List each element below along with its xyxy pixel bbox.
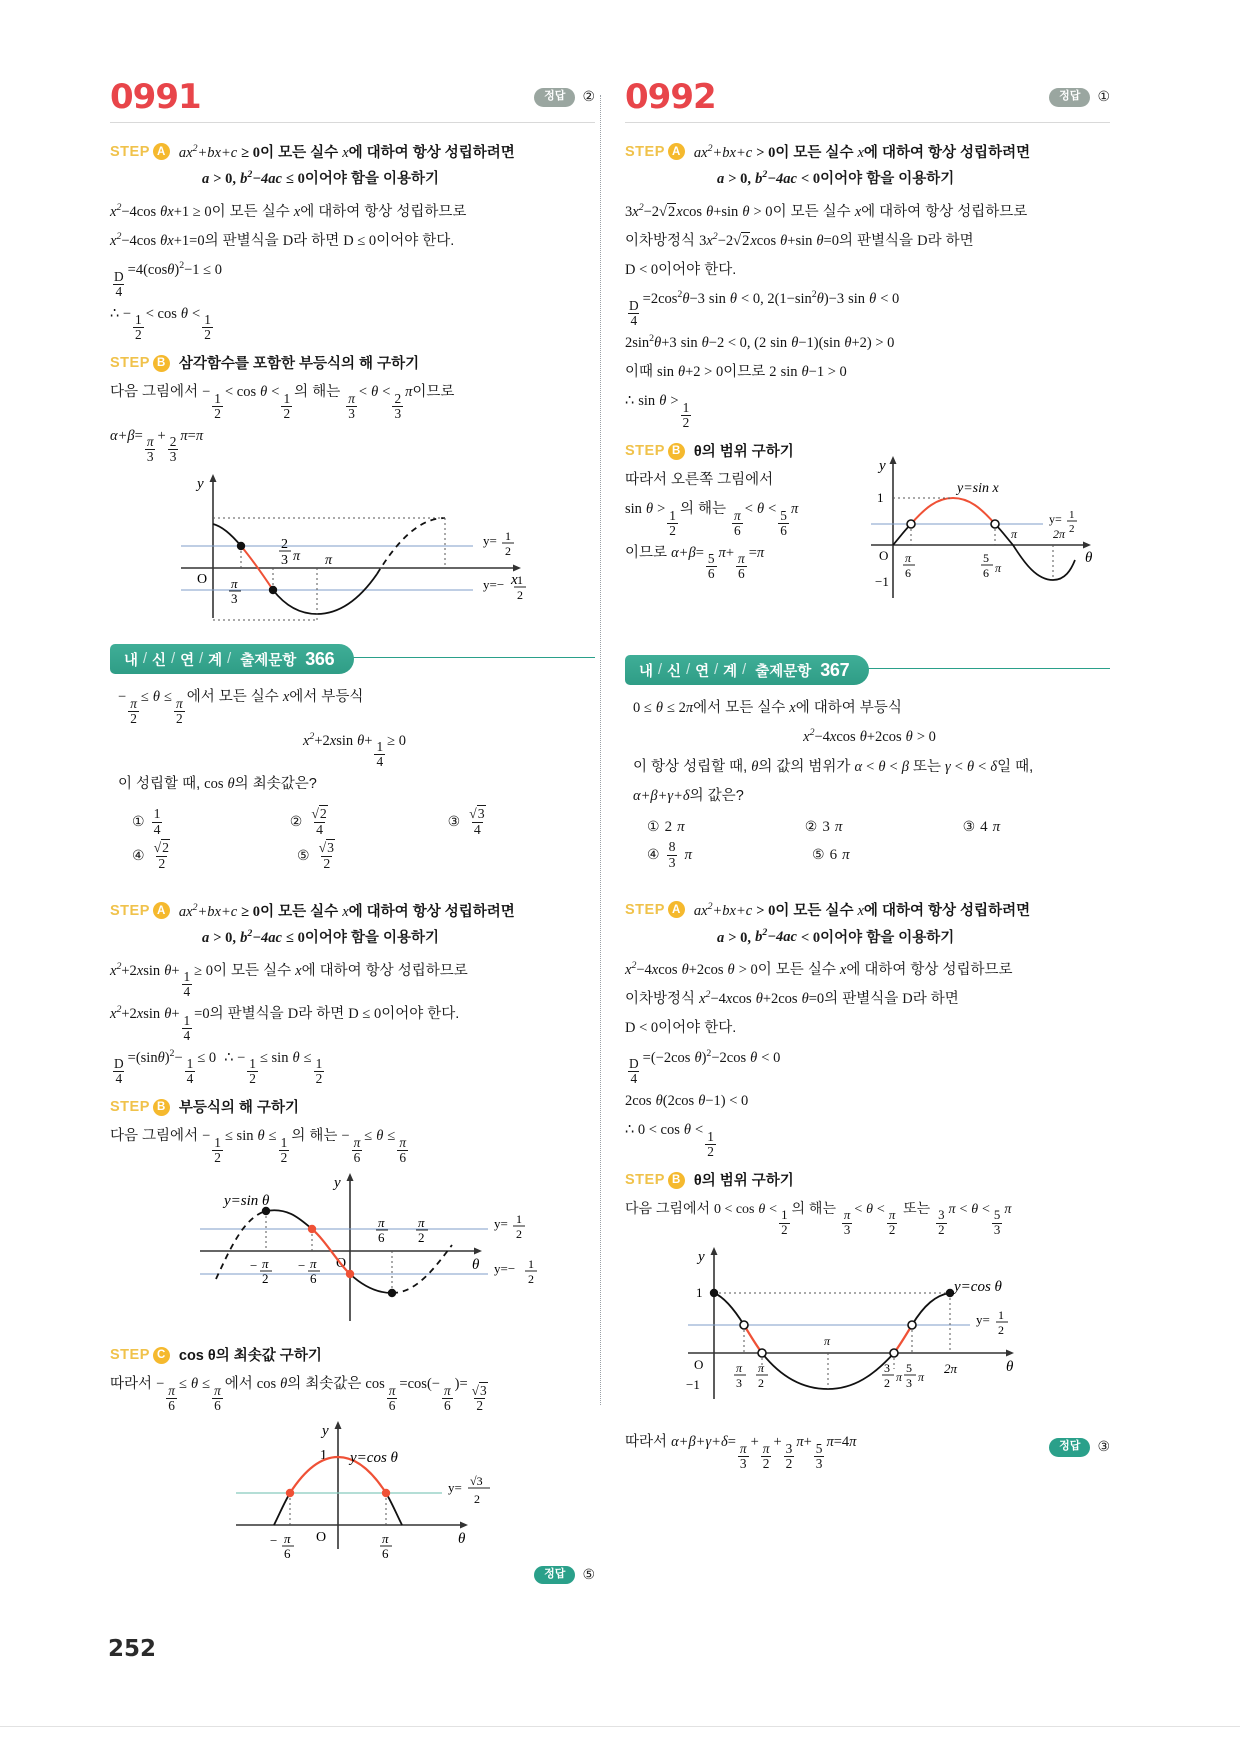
choice-3[interactable]: ③ 4 π [962, 819, 1001, 836]
right-column [625, 78, 1110, 1472]
step-tag: STEP A [625, 141, 685, 160]
step-tag: STEP B [110, 1097, 170, 1116]
choice-row-1 [647, 819, 1106, 836]
svg-text:y: y [697, 1249, 705, 1266]
step-a-text: $ax^2+bx+c \ge 0$이 모든 실수 x에 대하여 항상 성립하려면 [178, 143, 515, 161]
naeshin-tab: 내 / 신 / 연 / 계 / 출제문항 367 [625, 655, 869, 685]
answer-label: 정답 [534, 1566, 575, 1585]
svg-text:1: 1 [515, 1211, 522, 1226]
svg-text:O: O [879, 548, 889, 564]
choice-3-num: ③ [962, 820, 976, 836]
line-0991-5: 다음 그림에서 − $\frac{1}{2}$ < cos θ < $\frac{1}{2}$ 의 해는 $\frac{\pi}{3}$ < θ < $\frac{2}{3}$ π이므로 [110, 384, 455, 421]
naeshin-tab: 내 / 신 / 연 / 계 / 출제문항 366 [110, 644, 354, 674]
step-a-subline-367: a > 0, $b^2-4ac < 0$이어야 함을 이용하기 [717, 927, 955, 946]
choice-1[interactable]: ① 2 π [647, 819, 685, 836]
svg-text:π: π [917, 1370, 924, 1385]
choice-row-2 [647, 840, 1106, 870]
step-badge-b: B [668, 443, 685, 460]
choices-367 [647, 819, 1106, 870]
svg-text:−1: −1 [685, 1377, 700, 1393]
step-a-subline-0992: a > 0, $b^2-4ac < 0$이어야 함을 이용하기 [717, 169, 955, 188]
naeshin-number: 367 [820, 659, 850, 680]
header-rule [110, 122, 595, 123]
tab-ch-4: 계 [208, 652, 223, 669]
line-367-6: ∴ 0 < cos θ < $\frac{1}{2}$ [625, 1122, 714, 1159]
choice-2-num: ② [289, 814, 303, 830]
line-0992-9: sin θ > $\frac{1}{2}$ 의 해는 $\frac{\pi}{6}$ < θ < $\frac{5}{6}$ π [625, 501, 799, 538]
answer-label: 정답 [1049, 1438, 1090, 1457]
q366-line-1: − $\frac{\pi}{2}$ ≤ θ ≤ $\frac{\pi}{2}$ 에서 모든 실수 x에서 부등식 [118, 689, 364, 726]
svg-text:π: π [292, 549, 300, 565]
svg-text:2: 2 [883, 1376, 890, 1391]
answer-value: ⑤ [582, 1567, 595, 1583]
step-a-366 [110, 900, 595, 923]
svg-text:3: 3 [883, 1361, 890, 1376]
step-a-subline-0991: a > 0, $b^2-4ac \le 0$이어야 함을 이용하기 [202, 169, 439, 188]
svg-text:π: π [757, 1361, 764, 1376]
bottom-rule [0, 1726, 1240, 1727]
problem-number: 0991 [110, 77, 201, 117]
curve-label-cos: y=cos θ [953, 1279, 1002, 1296]
svg-text:3: 3 [280, 553, 288, 569]
svg-text:θ: θ [1005, 1359, 1013, 1376]
svg-text:2: 2 [527, 1271, 534, 1286]
step-badge-a: A [668, 143, 685, 160]
choice-5[interactable]: ⑤ $\frac{√3}{2}$ [297, 840, 335, 871]
svg-text:1: 1 [1069, 509, 1075, 522]
svg-text:π: π [309, 1255, 317, 1271]
svg-text:−1: −1 [875, 574, 889, 590]
naeshin-box-367 [625, 655, 1110, 1471]
naeshin-number: 366 [305, 648, 335, 669]
svg-text:5: 5 [905, 1361, 912, 1376]
svg-text:−: − [269, 1532, 277, 1548]
svg-text:π: π [735, 1361, 742, 1376]
step-tag: STEP C [110, 1345, 170, 1364]
svg-text:−: − [297, 1257, 305, 1273]
choice-1-num: ① [132, 814, 145, 830]
answer-label: 정답 [534, 88, 575, 107]
line-366-4: 다음 그림에서 − $\frac{1}{2}$ ≤ sin θ ≤ $\frac{1}{2}$ 의 해는 − $\frac{\pi}{6}$ ≤ θ ≤ $\frac{\pi}{6}$ [110, 1128, 407, 1165]
svg-text:O: O [335, 1255, 346, 1271]
naeshin-question-367 [625, 685, 1110, 870]
answer-367 [1049, 1438, 1110, 1457]
svg-text:2: 2 [997, 1323, 1004, 1338]
tab-ch-2: 신 [152, 652, 167, 669]
svg-text:y=−: y=− [493, 1260, 515, 1276]
svg-text:5: 5 [983, 551, 989, 566]
q366-line-3: 이 성립할 때, cos θ의 최솟값은? [118, 775, 317, 792]
naeshin-box-366 [110, 644, 595, 1584]
curve-label-sin: y=sin x [957, 481, 999, 497]
line-366-1: $x^2+2xsin$ θ+ $\frac{1}{4}$ ≥ 0이 모든 실수 x에 대하여 항상 성립하므로 [110, 960, 468, 1000]
line-366-5: 따라서 − $\frac{\pi}{6}$ ≤ θ ≤ $\frac{\pi}{6}$ 에서 cos θ의 최솟값은 cos $\frac{\pi}{6}$ =cos(− $\frac{\pi}{6}$ )= $\frac{√3}{2}$ [110, 1376, 487, 1413]
choice-2[interactable]: ② $\frac{√2}{4}$ [289, 806, 327, 837]
tab-ch-4: 계 [723, 663, 738, 680]
naeshin-bar [625, 655, 1110, 685]
choice-3[interactable]: ③ $\frac{√3}{4}$ [447, 806, 485, 837]
choice-3-num: ③ [447, 814, 461, 830]
choice-1-num: ① [647, 820, 660, 836]
line-367-5: 2cos θ(2cos θ−1) < 0 [625, 1093, 749, 1110]
q367-line-3: 이 항상 성립할 때, θ의 값의 범위가 α < θ < β 또는 γ < θ < δ일 때, [633, 758, 1034, 775]
step-tag: STEP B [625, 1170, 685, 1189]
problem-header-0992 [625, 78, 1110, 130]
answer-label: 정답 [1049, 88, 1090, 107]
page-number: 252 [108, 1636, 157, 1662]
svg-text:6: 6 [283, 1545, 290, 1561]
svg-text:6: 6 [381, 1545, 388, 1561]
svg-text:y=: y= [1049, 512, 1062, 527]
svg-text:y: y [333, 1174, 341, 1191]
svg-text:π: π [895, 1370, 902, 1385]
step-badge-a: A [153, 902, 170, 919]
step-a-text: $ax^2+bx+c \ge 0$이 모든 실수 x에 대하여 항상 성립하려면 [178, 902, 515, 920]
graph-0991-cos [153, 468, 553, 628]
svg-text:π: π [261, 1255, 269, 1271]
svg-text:π: π [417, 1214, 425, 1230]
line-0992-3: D < 0이어야 한다. [625, 262, 737, 279]
hline-label-pos: y= [482, 533, 497, 549]
step-a-0991 [110, 141, 595, 164]
step-tag: STEP B [110, 353, 170, 372]
svg-text:y: y [879, 458, 886, 475]
step-badge-b: B [668, 1172, 685, 1189]
tab-ch-3: 연 [695, 663, 710, 680]
line-0991-6: α+β= $\frac{\pi}{3}$ + $\frac{2}{3}$ π=π [110, 427, 204, 465]
line-367-3: D < 0이어야 한다. [625, 1020, 737, 1037]
svg-text:2: 2 [757, 1376, 764, 1391]
step-tag: STEP A [110, 900, 170, 919]
q366-line-2: $x^2+2xsin$ θ+ $\frac{1}{4}$ ≥ 0 [302, 730, 406, 769]
svg-text:1: 1 [516, 573, 523, 588]
step-c-title: cos θ의 최솟값 구하기 [178, 1347, 322, 1364]
step-a-text: $ax^2+bx+c > 0$이 모든 실수 x에 대하여 항상 성립하려면 [693, 143, 1031, 161]
line-0992-7: ∴ sin θ > $\frac{1}{2}$ [625, 393, 690, 430]
svg-text:π: π [1011, 527, 1018, 542]
svg-text:π: π [995, 561, 1002, 576]
svg-text:2: 2 [1069, 523, 1075, 536]
choice-row-2 [132, 841, 591, 871]
choice-row-1 [132, 807, 591, 837]
choice-4[interactable]: ④ $\frac{8}{3}$ π [647, 839, 692, 870]
svg-text:1: 1 [877, 490, 884, 506]
line-367-4: $\frac{D}{4}$ =(−2cos θ)$^2$−2cos θ < 0 [629, 1047, 781, 1087]
x-axis-label: x [510, 572, 518, 589]
header-rule [625, 122, 1110, 123]
svg-text:6: 6 [905, 566, 911, 581]
tab-sub: 출제문항 [755, 663, 812, 680]
q367-line-4: α+β+γ+δ의 값은? [633, 788, 744, 805]
svg-text:3: 3 [230, 591, 237, 607]
line-0991-4: ∴ − $\frac{1}{2}$ < cos θ < $\frac{1}{2}$ [110, 305, 211, 342]
line-366-3: $\frac{D}{4}$ $=(\sin\theta)^2-$ $\frac{1}{4}$ ≤ 0 ∴ − $\frac{1}{2}$ ≤ sin θ ≤ $\frac{1}{2}$ [114, 1047, 323, 1086]
origin-label: O [196, 572, 207, 588]
svg-text:1: 1 [504, 529, 511, 544]
line-0991-2: $x^2-4\cos$ θx+1=0의 판별식을 D라 하면 D ≤ 0이어야 한다. [110, 231, 455, 249]
line-0992-1: $3x^2-2√2xcos$ θ+sin θ > 0이 모든 실수 x에 대하여 항상 성립하므로 [625, 201, 1028, 220]
svg-text:θ: θ [457, 1530, 465, 1547]
answer-badge [1049, 88, 1110, 107]
svg-text:O: O [315, 1529, 326, 1545]
svg-text:π: π [905, 551, 912, 566]
graph-0992-sin [853, 450, 1123, 610]
svg-text:2: 2 [280, 537, 288, 553]
curve-label-cos: y=cos θ [349, 1449, 398, 1466]
q367-line-2: $x^2-4xcos$ θ+2cos θ > 0 [803, 727, 936, 746]
svg-text:√3: √3 [469, 1473, 483, 1488]
step-b-367 [625, 1170, 1110, 1192]
line-0992-5: $2\sin^2\theta+3$ sin θ−2 < 0, (2 sin θ−1)(sin θ+2) > 0 [625, 332, 895, 351]
q367-line-1: 0 ≤ θ ≤ 2π에서 모든 실수 x에 대하여 부등식 [633, 700, 902, 717]
svg-text:O: O [693, 1357, 703, 1373]
step-a-0992 [625, 141, 1110, 164]
step-a-subline-366: a > 0, $b^2-4ac \le 0$이어야 함을 이용하기 [202, 928, 439, 947]
step-badge-b: B [153, 355, 170, 372]
step-b-title: 부등식의 해 구하기 [178, 1099, 299, 1116]
choice-4-num: ④ [647, 847, 660, 863]
curve-label-sin: y=sin θ [223, 1192, 269, 1209]
step-tag: STEP B [625, 441, 685, 460]
svg-text:2: 2 [473, 1491, 480, 1506]
answer-366 [110, 1566, 595, 1585]
step-badge-c: C [153, 1347, 170, 1364]
tab-sub: 출제문항 [240, 652, 297, 669]
choice-1[interactable]: ① $\frac{1}{4}$ [132, 806, 161, 837]
choices-366 [132, 807, 591, 871]
svg-text:π: π [230, 576, 238, 592]
svg-text:y: y [321, 1422, 329, 1439]
column-divider [600, 95, 601, 1405]
line-0992-6: 이때 sin θ+2 > 0이므로 2 sin θ−1 > 0 [625, 364, 847, 381]
choice-5[interactable]: ⑤ 6 π [812, 846, 850, 863]
answer-value: ① [1097, 89, 1110, 105]
step-badge-a: A [153, 143, 170, 160]
step-b-title: 삼각함수를 포함한 부등식의 해 구하기 [178, 355, 420, 372]
line-366-2: $x^2+2xsin$ θ+ $\frac{1}{4}$ =0의 판별식을 D라 하면 D ≤ 0이어야 한다. [110, 1004, 460, 1043]
svg-text:π: π [324, 553, 332, 569]
line-0991-3: $\frac{D}{4}$ $=4(\cos\theta)^2-1 \le 0$ [114, 260, 223, 299]
graph-366-cos [178, 1417, 528, 1562]
svg-text:π: π [823, 1334, 830, 1349]
svg-text:1: 1 [695, 1285, 702, 1301]
line-367-1: $x^2-4xcos$ θ+2cos θ > 0이 모든 실수 x에 대하여 항상 성립하므로 [625, 960, 1013, 978]
svg-text:2: 2 [261, 1270, 268, 1286]
step-tag: STEP A [625, 899, 685, 918]
svg-text:6: 6 [983, 566, 989, 581]
y-axis-label: y [196, 476, 204, 493]
step-b-366 [110, 1097, 595, 1119]
svg-text:1: 1 [527, 1256, 534, 1271]
svg-text:π: π [283, 1530, 291, 1546]
svg-text:2: 2 [515, 1226, 522, 1241]
line-367-2: 이차방정식 $x^2-4xcos$ θ+2cos θ=0의 판별식을 D라 하면 [625, 989, 959, 1008]
line-0992-4: $\frac{D}{4}$ $=2\cos^2\theta-3$ sin θ < 0, $2(1-\sin^2\theta)-3$ sin θ < 0 [629, 289, 900, 328]
svg-text:6: 6 [377, 1229, 384, 1245]
svg-text:y=: y= [493, 1215, 508, 1231]
svg-text:y=: y= [975, 1312, 990, 1328]
svg-text:2: 2 [417, 1229, 424, 1245]
svg-text:2: 2 [504, 544, 511, 559]
tab-ch-1: 내 [639, 663, 654, 680]
svg-text:3: 3 [905, 1376, 912, 1391]
graph-367-cos [658, 1241, 1078, 1411]
line-0992-2: 이차방정식 $3x^2-2√2xcos$ θ+sin θ=0의 판별식을 D라 하면 [625, 231, 974, 249]
step-c-366 [110, 1345, 595, 1367]
svg-text:π: π [377, 1214, 385, 1230]
svg-text:π: π [381, 1530, 389, 1546]
choice-4-num: ④ [132, 848, 145, 864]
left-column [110, 78, 595, 1584]
graph-366-sin [138, 1169, 568, 1334]
svg-text:2π: 2π [1053, 527, 1066, 542]
choice-4[interactable]: ④ $\frac{√2}{2}$ [132, 840, 170, 871]
svg-text:6: 6 [309, 1270, 316, 1286]
line-367-7: 다음 그림에서 0 < cos θ < $\frac{1}{2}$ 의 해는 $\frac{\pi}{3}$ < θ < $\frac{\pi}{2}$ 또는 $\frac{3}{2}$ π < θ < $\frac{5}{3}$ π [625, 1200, 1012, 1237]
tab-ch-1: 내 [124, 652, 139, 669]
choice-5-num: ⑤ [812, 847, 825, 863]
svg-text:2: 2 [516, 588, 523, 603]
naeshin-question-366 [110, 674, 595, 871]
svg-text:1: 1 [319, 1447, 327, 1463]
answer-value: ③ [1097, 1440, 1110, 1456]
svg-text:θ: θ [1085, 550, 1093, 567]
choice-2-num: ② [804, 820, 818, 836]
step-a-text: $ax^2+bx+c > 0$이 모든 실수 x에 대하여 항상 성립하려면 [693, 901, 1031, 920]
choice-5-num: ⑤ [297, 848, 310, 864]
svg-text:2π: 2π [943, 1361, 957, 1377]
svg-text:1: 1 [997, 1308, 1004, 1323]
step-b-title: θ의 범위 구하기 [693, 1172, 794, 1189]
problem-header-0991 [110, 78, 595, 130]
svg-text:θ: θ [471, 1256, 479, 1273]
svg-text:y=: y= [447, 1479, 462, 1495]
svg-text:3: 3 [735, 1376, 742, 1391]
problem-number: 0992 [625, 77, 716, 117]
tab-ch-3: 연 [180, 652, 195, 669]
choice-2[interactable]: ② 3 π [804, 819, 843, 836]
tab-ch-2: 신 [667, 663, 682, 680]
answer-value: ② [582, 89, 595, 105]
svg-text:−: − [249, 1257, 257, 1273]
step-badge-a: A [668, 901, 685, 918]
step-b-title: θ의 범위 구하기 [693, 443, 794, 460]
line-367-8: 따라서 α+β+γ+δ= $\frac{\pi}{3}$ + $\frac{\pi}{2}$ + $\frac{3}{2}$ π+ $\frac{5}{3}$ π=4π [625, 1434, 857, 1471]
step-tag: STEP A [110, 141, 170, 160]
answer-badge [534, 88, 595, 107]
step-a-367 [625, 899, 1110, 922]
line-0991-1: $x^2-4\cos$ θx+1 ≥ 0이 모든 실수 x에 대하여 항상 성립하므로 [110, 201, 467, 220]
line-0992-10: 이므로 α+β= $\frac{5}{6}$ π+ $\frac{\pi}{6}$ =π [625, 544, 765, 582]
naeshin-bar [110, 644, 595, 674]
line-0992-8: 따라서 오른쪽 그림에서 [625, 472, 774, 489]
step-b-0991 [110, 353, 595, 375]
step-badge-b: B [153, 1099, 170, 1116]
hline-label-neg: y=− [482, 577, 504, 593]
